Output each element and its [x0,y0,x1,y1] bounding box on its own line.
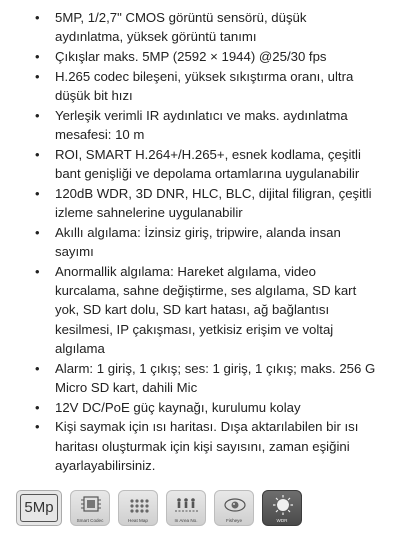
feature-text: Akıllı algılama: İzinsiz giriş, tripwire, alanda insan sayımı [55,224,341,259]
feature-item [0,398,409,417]
feature-text: Anormallik algılama: Hareket algılama, video kurcalama, sahne değiştirme, ses algılama, SD kart yok, SD kart dolu, SD kart hatası, ağ bağlantısı kesilmesi, IP çakışması, yetkisiz erişim ve voltaj algılama [55,263,357,357]
bullet: • [35,185,40,201]
feature-text: 120dB WDR, 3D DNR, HLC, BLC, dijital filigran, çeşitli izleme sahnelerine uygulanabilir [55,185,372,220]
bullet: • [35,146,40,162]
feature-text: Alarm: 1 giriş, 1 çıkış; ses: 1 giriş, 1 çıkış; maks. 256 G Micro SD kart, dahili Mic [55,360,376,396]
feature-text: 12V DC/PoE güç kaynağı, kurulumu kolay [55,399,301,415]
feature-item [0,67,409,106]
bullet: • [35,49,40,64]
smart-codec-caption: Smart Codec [76,518,104,523]
fisheye-caption: Fisheye [225,518,243,523]
feature-badges [16,490,302,526]
bullet: • [35,360,40,376]
people-counting-icon [166,490,206,526]
feature-item [0,417,409,475]
feature-text: ROI, SMART H.264+/H.265+, esnek kodlama, çeşitli bant genişliği ve depolama ortamlarına uygulanabilir [55,146,361,181]
in-area-no-caption: In Area No. [174,518,198,523]
feature-text: Yerleşik verimli IR aydınlatıcı ve maks. aydınlatma mesafesi: 10 m [55,107,348,142]
feature-item [0,262,409,359]
feature-item [0,106,409,145]
bullet: • [35,399,40,415]
heat-map-caption: Heat Map [128,518,148,523]
feature-list [0,8,409,476]
feature-text: H.265 codec bileşeni, yüksek sıkıştırma oranı, ultra düşük bit hızı [55,68,354,103]
bullet: • [35,10,40,25]
feature-item [0,8,409,47]
bullet: • [35,263,40,279]
5mp-badge [16,490,62,526]
feature-item [0,184,409,223]
feature-item [0,145,409,184]
5mp-label: 5Mp [20,494,58,522]
feature-text: Çıkışlar maks. 5MP (2592 × 1944) @25/30 fps [55,49,327,64]
wdr-icon [262,490,302,526]
feature-item [0,359,409,398]
smart-codec-icon [70,490,110,526]
wdr-caption: WDR [276,518,288,523]
heat-map-icon [118,490,158,526]
fisheye-icon [214,490,254,526]
feature-item [0,47,409,66]
feature-text: Kişi saymak için ısı haritası. Dışa aktarılabilen bir ısı haritası oluşturmak için kişi sayısını, zaman eşiğini ayarlayabilirsiniz. [55,419,359,474]
feature-text: 5MP, 1/2,7" CMOS görüntü sensörü, düşük aydınlatma, yüksek görüntü tanımı [55,10,307,45]
bullet: • [35,68,40,84]
bullet: • [35,107,40,123]
feature-item [0,223,409,262]
bullet: • [35,419,40,435]
bullet: • [35,224,40,240]
